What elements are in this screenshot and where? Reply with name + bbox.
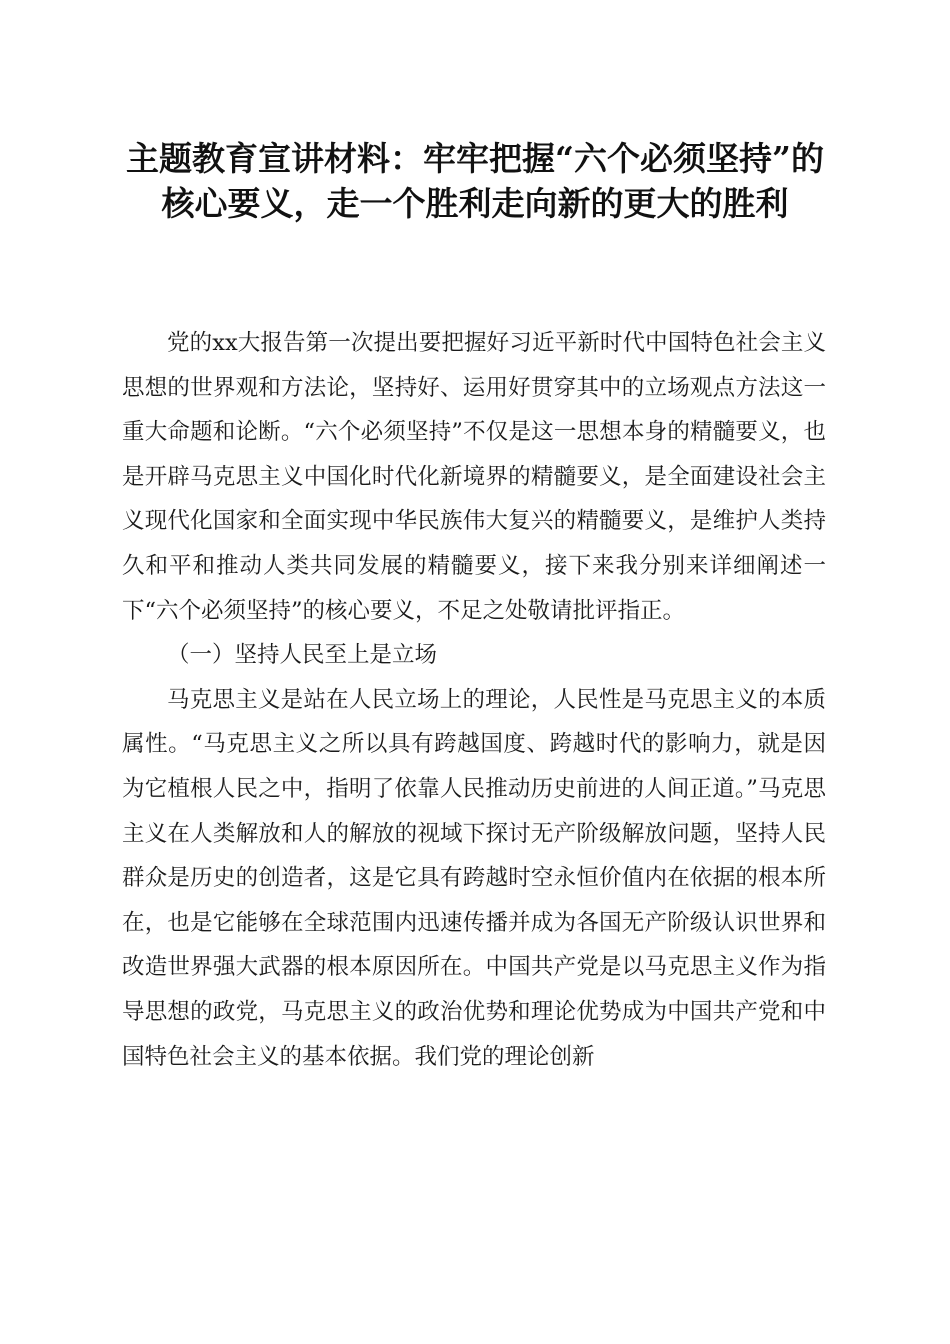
section-heading-1: （一）坚持人民至上是立场 bbox=[167, 642, 438, 669]
paragraph-section-1: 马克思主义是站在人民立场上的理论，人民性是马克思主义的本质属性。“马克思主义之所以具有跨越国度、跨越时代的影响力，就是因为它植根人民之中，指明了依靠人民推动历史前进的人间正道。”马克思主义在人类解放和人的解放的视域下探讨无产阶级解放问题，坚持人民群众是历史的创造者，这是它具有跨越时空永恒价值内在依据的根本所在，也是它能够在全球范围内迅速传播并成为各国无产阶级认识世界和改造世界强大武器的根本原因所在。中国共产党是以马克思主义作为指导思想的政党，马克思主义的政治优势和理论优势成为中国共产党和中国特色社会主义的基本依据。我们党的理论创新 bbox=[122, 686, 826, 1070]
paragraph-intro: 党的xx大报告第一次提出要把握好习近平新时代中国特色社会主义思想的世界观和方法论，坚持好、运用好贯穿其中的立场观点方法这一重大命题和论断。“六个必须坚持”不仅是这一思想本身的精髓要义，也是开辟马克思主义中国化时代化新境界的精髓要义，是全面建设社会主义现代化国家和全面实现中华民族伟大复兴的精髓要义，是维护人类持久和平和推动人类共同发展的精髓要义，接下来我分别来详细阐述一下“六个必须坚持”的核心要义，不足之处敬请批评指正。 bbox=[122, 330, 826, 624]
document-title: 主题教育宣讲材料：牢牢把握“六个必须坚持”的核心要义，走一个胜利走向新的更大的胜利 bbox=[126, 139, 824, 223]
document-body bbox=[122, 321, 826, 1079]
